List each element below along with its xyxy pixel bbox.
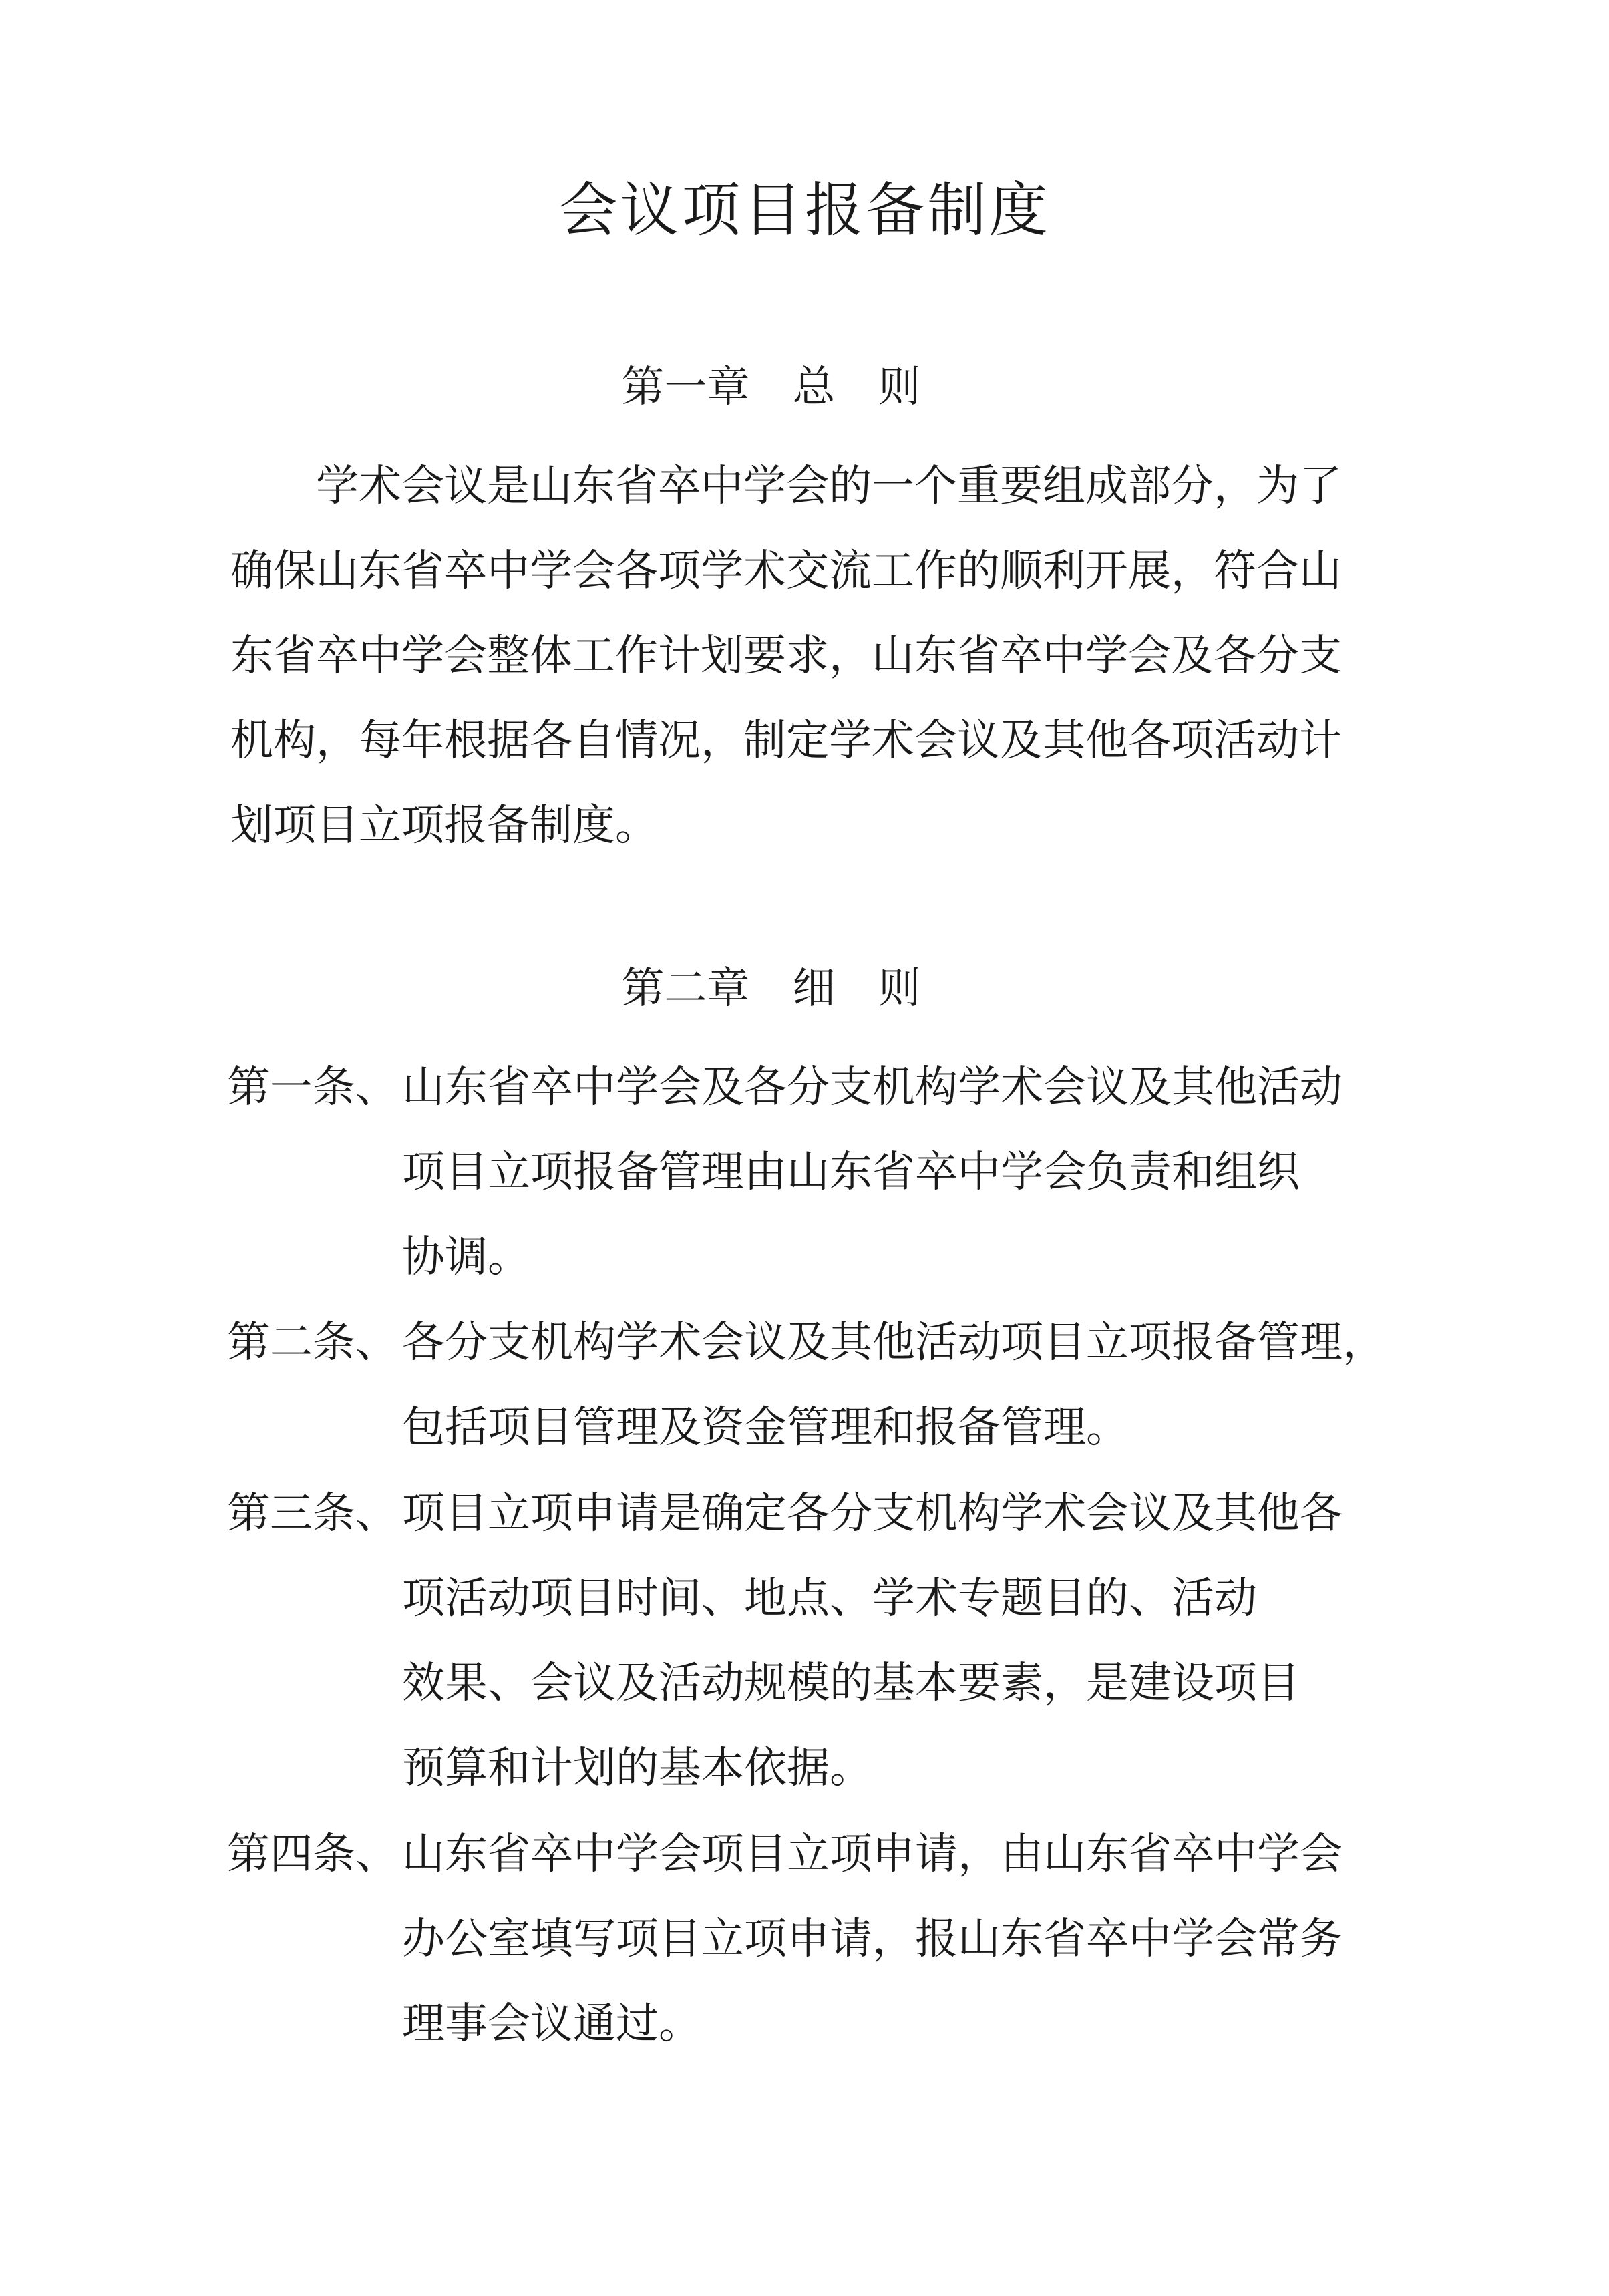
article-line: 山东省卒中学会项目立项申请，由山东省卒中学会 xyxy=(402,1830,1343,1879)
paragraph-line: 确保山东省卒中学会各项学术交流工作的顺利开展，符合山 xyxy=(230,546,1342,596)
article-body xyxy=(402,1301,1417,1470)
document-title: 会议项目报备制度 xyxy=(558,176,1051,244)
article-body xyxy=(402,1812,1417,2067)
article-line: 项目立项申请是确定各分支机构学术会议及其他各 xyxy=(402,1489,1343,1538)
article-line: 协调。 xyxy=(402,1233,530,1282)
chapter-1-heading: 第一章 总 则 xyxy=(621,363,921,412)
article-line: 办公室填写项目立项申请，报山东省卒中学会常务 xyxy=(402,1915,1343,1964)
paragraph-line: 机构，每年根据各自情况，制定学术会议及其他各项活动计 xyxy=(230,716,1342,766)
article-body xyxy=(402,1472,1417,1811)
article-line: 预算和计划的基本依据。 xyxy=(402,1744,872,1793)
chapter-1-paragraph xyxy=(230,444,1386,868)
article-label: 第四条、 xyxy=(227,1830,398,1879)
paragraph-line: 学术会议是山东省卒中学会的一个重要组成部分，为了 xyxy=(230,462,1342,511)
article-line: 效果、会议及活动规模的基本要素，是建设项目 xyxy=(402,1659,1300,1708)
article-line: 包括项目管理及资金管理和报备管理。 xyxy=(402,1403,1129,1452)
article-body xyxy=(402,1045,1417,1300)
article-line: 山东省卒中学会及各分支机构学术会议及其他活动 xyxy=(402,1063,1343,1112)
article-label: 第二条、 xyxy=(227,1318,398,1367)
paragraph-line: 划项目立项报备制度。 xyxy=(230,801,658,850)
article-line: 理事会议通过。 xyxy=(402,1999,701,2049)
paragraph-line: 东省卒中学会整体工作计划要求，山东省卒中学会及各分支 xyxy=(230,631,1342,681)
article-label: 第一条、 xyxy=(227,1063,398,1112)
article-line: 各分支机构学术会议及其他活动项目立项报备管理， xyxy=(402,1318,1385,1367)
article-label: 第三条、 xyxy=(227,1489,398,1538)
article-line: 项目立项报备管理由山东省卒中学会负责和组织 xyxy=(402,1148,1300,1197)
chapter-2-heading: 第二章 细 则 xyxy=(621,964,921,1013)
article-line: 项活动项目时间、地点、学术专题目的、活动 xyxy=(402,1574,1257,1623)
